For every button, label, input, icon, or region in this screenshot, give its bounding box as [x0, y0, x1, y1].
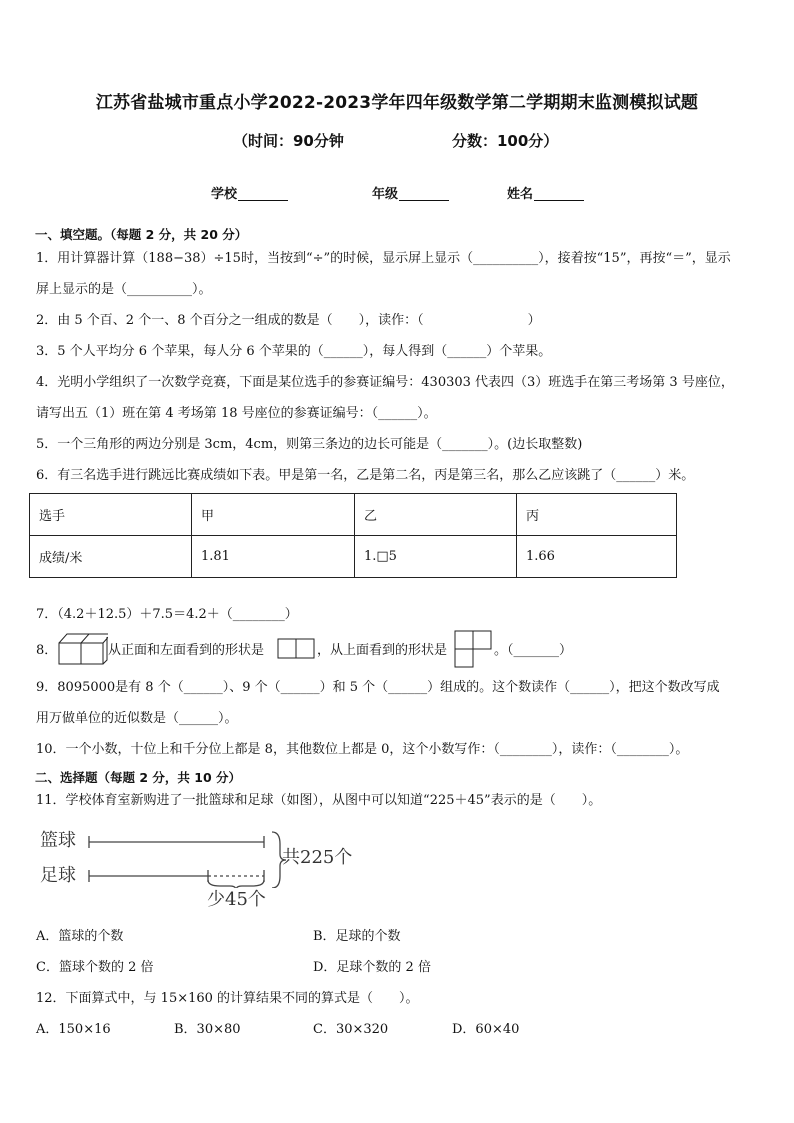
question-4-line-2: 请写出五（1）班在第 4 考场第 18 号座位的参赛证编号：（______）。	[36, 406, 437, 421]
time-label: （时间：90分钟	[233, 132, 344, 150]
front-view-figure	[277, 638, 317, 660]
cube-face	[81, 643, 103, 664]
football-bar	[89, 870, 208, 882]
question-7: 7．（4.2＋12.5）＋7.5＝4.2＋（________）	[36, 607, 298, 622]
score-label: 分数：100分）	[452, 132, 559, 150]
view-square	[278, 639, 296, 658]
table-cell: 乙	[355, 494, 517, 536]
question-1-line-1: 1．用计算器计算（188−38）÷15时，当按到“÷”的时候，显示屏上显示（__________），接着按“15”，再按“＝”，显示	[36, 251, 731, 266]
segment-diagram	[86, 828, 286, 888]
top-view-figure	[454, 630, 494, 670]
question-11: 11．学校体育室新购进了一批篮球和足球（如图），从图中可以知道“225＋45”表示的是（ ）。	[36, 793, 602, 808]
view-square	[455, 631, 473, 649]
section-multiple-choice: 二、选择题（每题 2 分，共 10 分）	[35, 770, 242, 785]
basketball-label: 篮球	[40, 830, 76, 851]
question-12-option-b[interactable]: B．30×80	[174, 1022, 241, 1037]
question-1-line-2: 屏上显示的是（__________）。	[36, 282, 212, 297]
question-12: 12．下面算式中，与 15×160 的计算结果不同的算式是（ ）。	[36, 991, 419, 1006]
table-cell: 成绩/米	[30, 536, 192, 578]
view-square	[455, 649, 473, 667]
basketball-bar	[89, 836, 264, 848]
page-title: 江苏省盐城市重点小学2022-2023学年四年级数学第二学期期末监测模拟试题	[95, 93, 699, 113]
question-4-line-1: 4．光明小学组织了一次数学竞赛，下面是某位选手的参赛证编号：430303 代表四（3）班选手在第三考场第 3 号座位，	[36, 375, 734, 390]
question-11-option-b[interactable]: B．足球的个数	[313, 929, 401, 944]
less-label: 少45个	[207, 889, 266, 910]
table-row	[30, 536, 677, 578]
table-cell: 1.□5	[355, 536, 517, 578]
question-12-option-a[interactable]: A．150×16	[36, 1022, 111, 1037]
question-11-option-d[interactable]: D．足球个数的 2 倍	[313, 960, 431, 975]
view-square	[473, 631, 491, 649]
table-cell: 1.81	[192, 536, 355, 578]
question-11-option-c[interactable]: C．篮球个数的 2 倍	[36, 960, 154, 975]
cube-top	[59, 634, 108, 643]
view-square	[296, 639, 314, 658]
question-8-end: 。（_______）	[494, 643, 573, 658]
cube-solid-figure	[58, 632, 108, 666]
name-field[interactable]	[507, 183, 584, 202]
table-cell: 甲	[192, 494, 355, 536]
section-fill-blank: 一、填空题。（每题 2 分，共 20 分）	[35, 227, 248, 242]
table-row	[30, 494, 677, 536]
question-9-line-1: 9．8095000是有 8 个（______）、9 个（______）和 5 个（______）组成的。这个数读作（______），把这个数改写成	[36, 680, 720, 695]
school-label: 学校	[211, 187, 238, 202]
cube-edge	[81, 634, 89, 643]
question-3: 3．5 个人平均分 6 个苹果，每人分 6 个苹果的（______），每人得到（______）个苹果。	[36, 344, 552, 359]
name-label: 姓名	[507, 187, 534, 202]
question-8-mid: 从正面和左面看到的形状是	[108, 643, 265, 658]
table-cell: 1.66	[517, 536, 677, 578]
table-cell: 选手	[30, 494, 192, 536]
grade-field[interactable]	[372, 183, 449, 202]
question-12-option-d[interactable]: D．60×40	[452, 1022, 520, 1037]
total-label: 共225个	[282, 847, 353, 868]
question-10: 10．一个小数，十位上和千分位上都是 8，其他数位上都是 0，这个小数写作：（________），读作：（________）。	[36, 742, 689, 757]
question-6: 6．有三名选手进行跳远比赛成绩如下表。甲是第一名，乙是第二名，丙是第三名，那么乙应该跳了（______）米。	[36, 468, 695, 483]
cube-face	[59, 643, 81, 664]
grade-label: 年级	[372, 187, 399, 202]
question-5: 5．一个三角形的两边分别是 3cm，4cm，则第三条边的边长可能是（_______）。(边长取整数)	[36, 437, 583, 452]
question-2: 2．由 5 个百、2 个一、8 个百分之一组成的数是（ ），读作：（ ）	[36, 313, 541, 328]
question-9-line-2: 用万做单位的近似数是（______）。	[36, 711, 238, 726]
school-field[interactable]	[211, 183, 288, 202]
football-label: 足球	[40, 865, 76, 886]
score-table	[29, 493, 677, 578]
question-11-option-a[interactable]: A．篮球的个数	[36, 929, 124, 944]
question-12-option-c[interactable]: C．30×320	[313, 1022, 389, 1037]
question-8-prefix: 8．	[36, 643, 58, 658]
table-cell: 丙	[517, 494, 677, 536]
question-8-mid-2: ，从上面看到的形状是	[317, 643, 448, 658]
